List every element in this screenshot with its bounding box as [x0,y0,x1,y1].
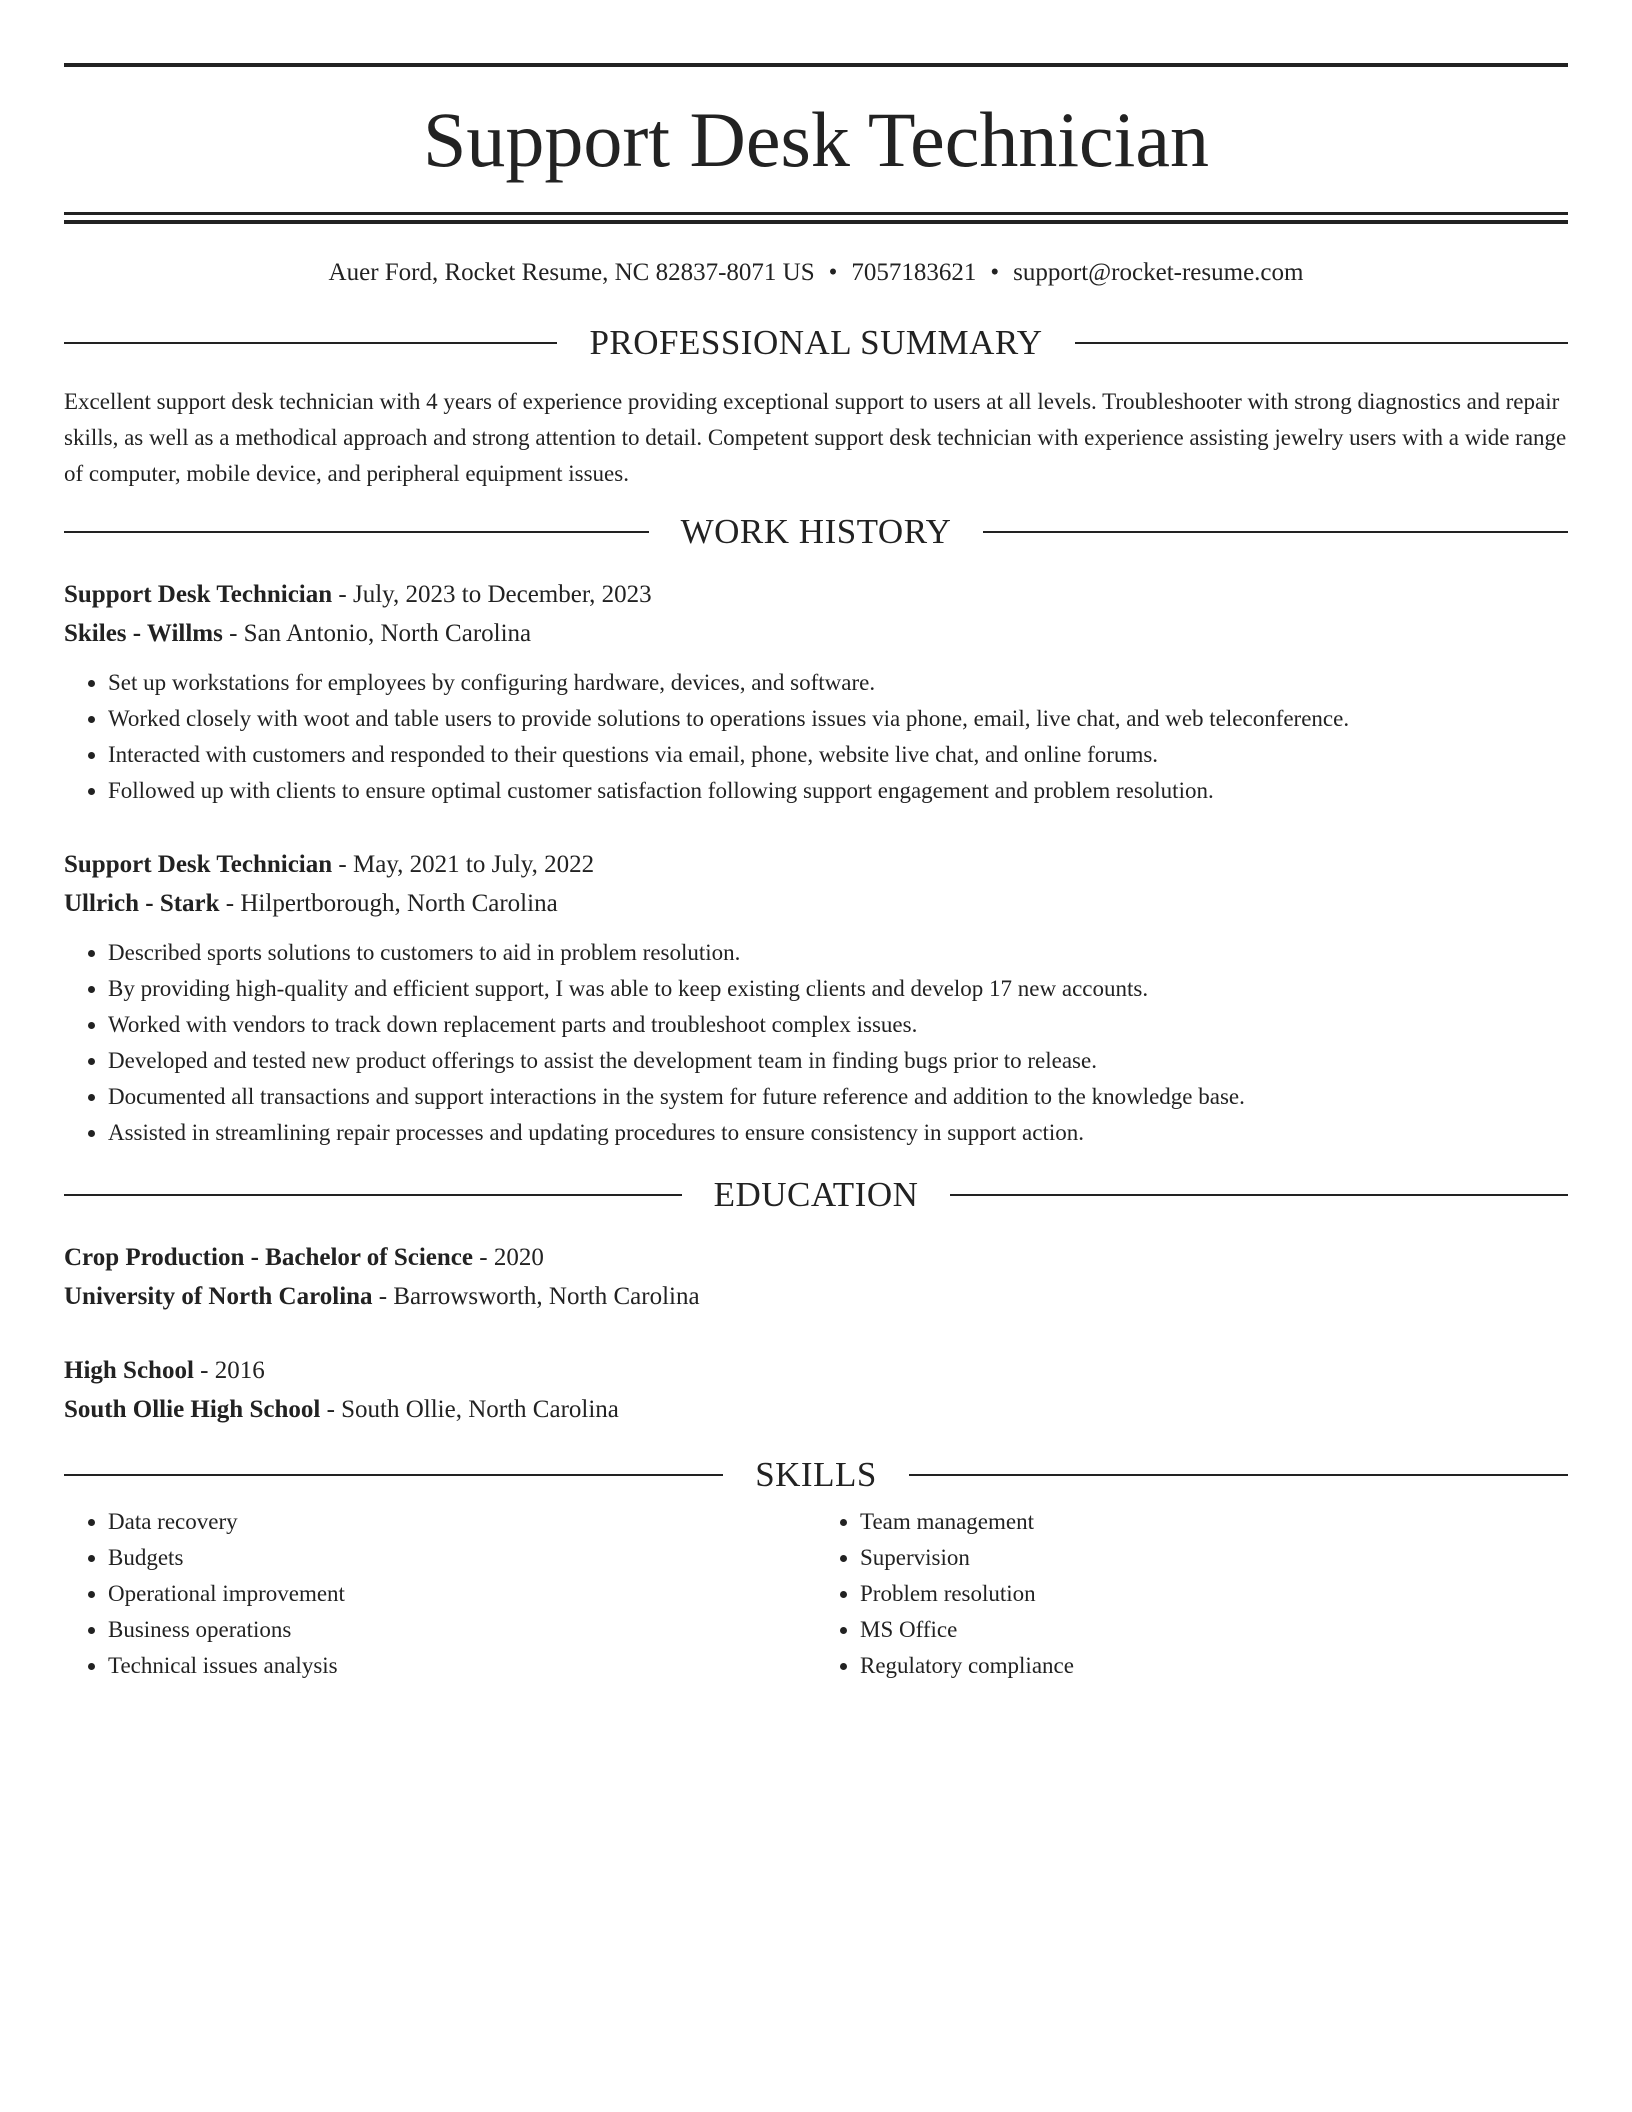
job-title: Support Desk Technician [64,851,333,878]
education-entry [64,1351,1568,1429]
school-location: - South Ollie, North Carolina [320,1396,619,1423]
degree-line [64,1238,1568,1277]
education-year: - 2020 [473,1244,544,1271]
job-entry [64,575,1568,809]
top-rule [64,63,1568,67]
skill-item: • Operational improvement [108,1576,816,1612]
skills-section-title: SKILLS [755,1455,877,1494]
section-rule-left [64,531,649,533]
contact-address: Auer Ford, Rocket Resume, NC 82837-8071 US [328,259,815,286]
summary-section-header [64,325,1568,360]
skills-column-left [64,1504,816,1684]
degree-line [64,1351,1568,1390]
job-bullets [64,935,1568,1151]
education-section-title: EDUCATION [713,1175,919,1214]
skill-item: • Business operations [108,1612,816,1648]
section-rule-left [64,342,557,344]
education-year: - 2016 [193,1357,265,1384]
skill-item: • Problem resolution [860,1576,1568,1612]
job-bullet: • Documented all transactions and support interactions in the system for future reference and addition to the knowledge base. [108,1079,1568,1115]
job-company: Skiles - Willms [64,620,223,647]
skill-item: • Budgets [108,1540,816,1576]
skill-item: • MS Office [860,1612,1568,1648]
job-title-line [64,575,1568,614]
work-section-header [64,514,1568,549]
contact-email[interactable]: support@rocket-resume.com [1013,259,1304,286]
job-bullet: • By providing high-quality and efficient support, I was able to keep existing clients and develop 17 new accounts. [108,971,1568,1007]
contact-separator: • [828,259,838,286]
contact-line [64,260,1568,285]
school-line [64,1390,1568,1429]
job-bullet: • Worked with vendors to track down replacement parts and troubleshoot complex issues. [108,1007,1568,1043]
job-bullet: • Described sports solutions to customers to aid in problem resolution. [108,935,1568,971]
section-rule-left [64,1194,682,1196]
section-rule-right [983,531,1568,533]
job-company: Ullrich - Stark [64,890,220,917]
skills-list [64,1504,1568,1684]
summary-section-title: PROFESSIONAL SUMMARY [589,323,1043,362]
section-rule-right [1075,342,1568,344]
job-dates: - May, 2021 to July, 2022 [332,851,595,878]
contact-separator: • [990,259,1000,286]
double-rule [64,212,1568,224]
resume-name: Support Desk Technician [423,96,1209,183]
skill-item: • Technical issues analysis [108,1648,816,1684]
job-title-line [64,845,1568,884]
job-bullet: • Worked closely with woot and table users to provide solutions to operations issues via phone, email, live chat, and web teleconference. [108,701,1568,737]
job-bullet: • Set up workstations for employees by configuring hardware, devices, and software. [108,665,1568,701]
job-bullet: • Interacted with customers and responded to their questions via email, phone, website live chat, and online forums. [108,737,1568,773]
job-dates: - July, 2023 to December, 2023 [332,581,652,608]
job-bullet: • Assisted in streamlining repair processes and updating procedures to ensure consistency in support action. [108,1115,1568,1151]
section-rule-left [64,1474,723,1476]
degree: Crop Production - Bachelor of Science [64,1244,473,1271]
skill-item: • Team management [860,1504,1568,1540]
job-location: - San Antonio, North Carolina [222,620,532,647]
skill-item: • Supervision [860,1540,1568,1576]
education-section-header [64,1177,1568,1212]
job-bullet: • Followed up with clients to ensure optimal customer satisfaction following support engagement and problem resolution. [108,773,1568,809]
section-rule-right [909,1474,1568,1476]
skill-item: • Regulatory compliance [860,1648,1568,1684]
job-company-line [64,884,1568,923]
work-section-title: WORK HISTORY [680,512,952,551]
job-location: - Hilpertborough, North Carolina [219,890,558,917]
school: University of North Carolina [64,1283,373,1310]
job-company-line [64,614,1568,653]
job-title: Support Desk Technician [64,581,333,608]
summary-text: Excellent support desk technician with 4 years of experience providing exceptional support to users at all levels. Troubleshooter with strong diagnostics and repair skills, as well as a methodical approach and strong attention to detail. Competent support desk technician with experience assisting jewelry users with a wide range of computer, mobile device, and peripheral equipment issues. [64,389,1567,486]
skills-section-header [64,1457,1568,1492]
school-location: - Barrowsworth, North Carolina [372,1283,700,1310]
job-entry [64,845,1568,1151]
education-entry [64,1238,1568,1316]
degree: High School [64,1357,194,1384]
job-bullet: • Developed and tested new product offerings to assist the development team in finding bugs prior to release. [108,1043,1568,1079]
job-bullets [64,665,1568,809]
skill-item: • Data recovery [108,1504,816,1540]
school-line [64,1277,1568,1316]
school: South Ollie High School [64,1396,321,1423]
contact-phone[interactable]: 7057183621 [851,259,977,286]
skills-column-right [816,1504,1568,1684]
section-rule-right [950,1194,1568,1196]
